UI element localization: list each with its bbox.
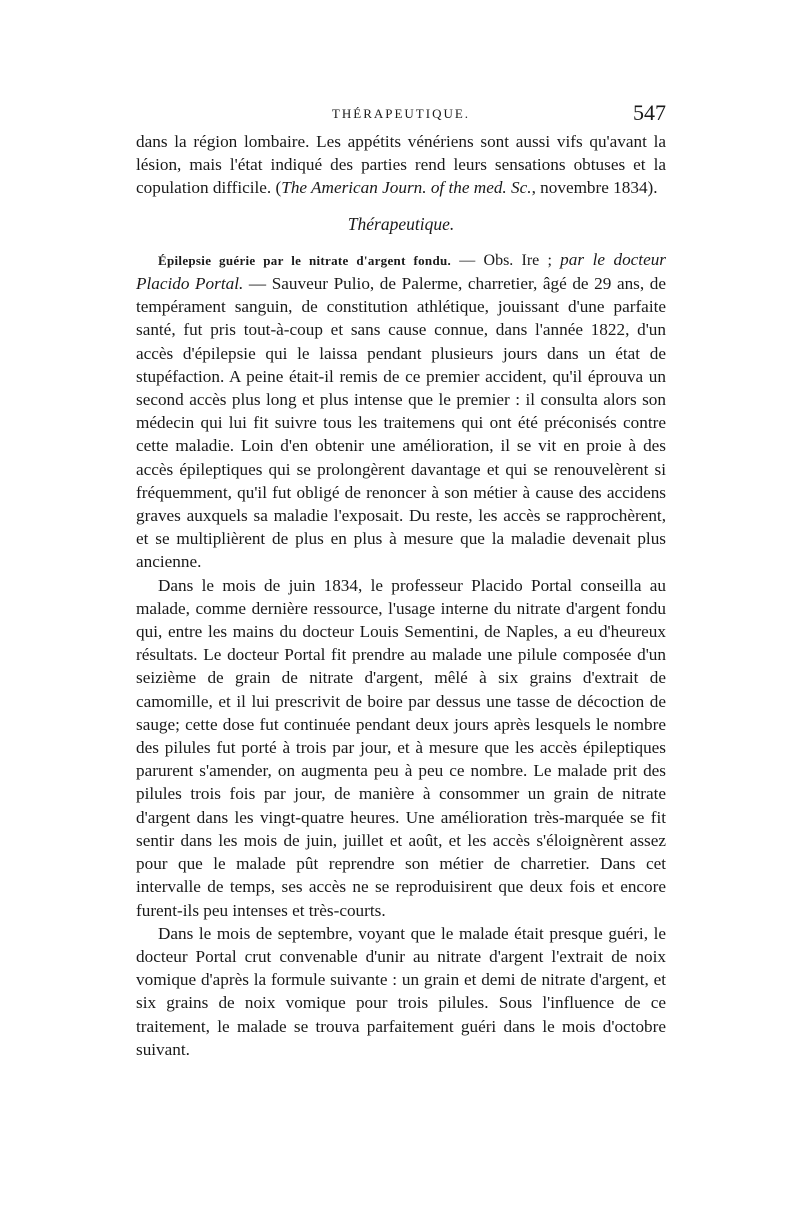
page-number: 547 [633,100,666,125]
observation-label: — Obs. Ire ; [451,251,561,269]
page-body [136,130,666,1061]
paragraph: Dans le mois de septembre, voyant que le malade était presque guéri, le docteur Portal crut convenable d'unir au nitrate d'argent l'extrait de noix vomique d'après la formule suivante : un grain et demi de nitrate d'argent, et six grains de noix vomique pour trois pilules. Sous l'influence de ce traitement, le malade se trouva parfaitement guéri dans le mois d'octobre suivant. [136,923,666,1059]
citation-date: , novembre 1834). [531,178,658,198]
case-author: par le docteur Placido Portal. [136,249,666,294]
journal-citation: The American Journ. of the med. Sc. [281,178,532,198]
section-heading: Thérapeutique. [347,213,455,234]
page-header [136,100,666,130]
paragraph: Dans le mois de juin 1834, le professeur Placido Portal conseilla au malade, comme dernière ressource, l'usage interne du nitrate d'argent fondu qui, entre les mains du docteur Louis Sementini, de Naples, a eu d'heureux résultats. Le docteur Portal fit prendre au malade une pilule composée d'un seizième de grain de nitrate d'argent, mêlé à six grains d'extrait de camomille, et il lui prescrivit de boire par dessus une tasse de décoction de sauge; cette dose fut continuée pendant deux jours après lesquels le nombre des pilules fut porté à trois par jour, et à mesure que les accès épileptiques parurent s'amender, on augmenta peu à peu ce nombre. Le malade prit des pilules trois fois par jour, de manière à consommer un grain de nitrate d'argent dans les vingt-quatre heures. Une amélioration très-marquée se fit sentir dans les mois de juin, juillet et août, et les accès s'éloignèrent assez pour que le malade pût reprendre son métier de charretier. Dans cet intervalle de temps, ses accès ne se reproduisirent que deux fois et encore furent-ils peu intenses et très-courts. [136,575,666,920]
case-title: Épilepsie guérie par le nitrate d'argent fondu. [158,252,452,268]
running-title: THÉRAPEUTIQUE. [331,106,471,121]
paragraph-text: — Sauveur Pulio, de Palerme, charretier, âgé de 29 ans, de tempérament sanguin, de constitution athlétique, jouissant d'une parfaite santé, fut pris tout-à-coup et sans cause connue, dans l'année 1822, d'un accès d'épilepsie qui le laissa pendant plusieurs jours dans un état de stupéfaction. A peine était-il remis de ce premier accident, qu'il éprouva un second accès plus long et plus intense que le premier : il consulta alors son médecin qui lui fit suivre tous les traitemens qui ont été préconisés contre cette maladie. Loin d'en obtenir une amélioration, il se vit en proie à des accès épileptiques qui se prolongèrent davantage et qui se renouvelèrent si fréquemment, qu'il fut obligé de renoncer à son métier à cause des accidens graves auxquels sa maladie l'exposait. Du reste, les accès se rapprochèrent, et se multiplièrent de plus en plus à mesure que la maladie devenait plus ancienne. [136,274,666,572]
paragraph-continuation [136,130,666,200]
case-paragraph [136,248,666,574]
paragraph-text: dans la région lombaire. Les appétits vénériens sont aussi vifs qu'avant la lésion, mais l'état indiqué des parties rend leurs sensations obtuses et la copulation difficile. ( [136,132,666,198]
